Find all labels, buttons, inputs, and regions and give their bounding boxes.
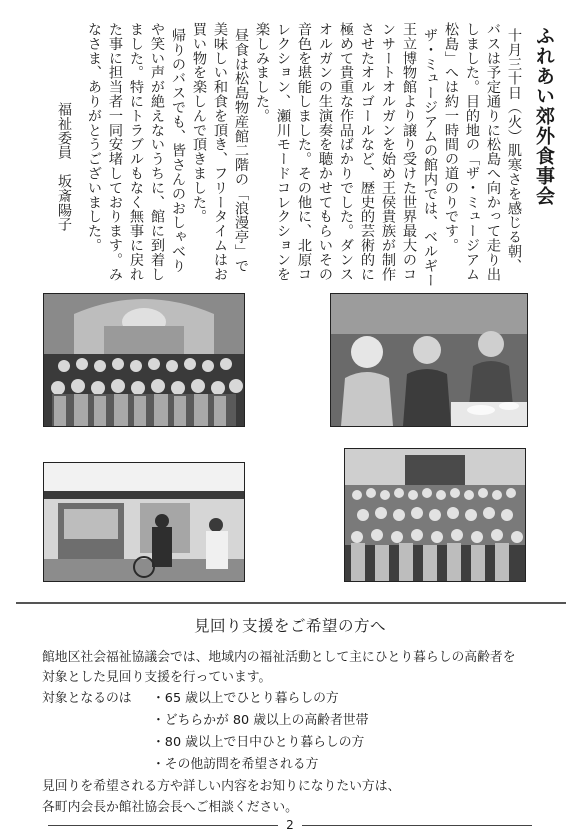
article-line: ザ・ミュージアムの館内では、ベルギー (422, 28, 438, 288)
article-line: 松島」へは約一時間の道のりです。 (443, 22, 459, 253)
article-line: しました。目的地の「ザ・ミュージアム (464, 22, 480, 282)
article-author: 福祉委員 坂斎陽子 (56, 102, 72, 232)
section-divider (16, 602, 566, 604)
article-line: 美味しい和食を頂き、フリータイムはお (212, 22, 228, 282)
article-line: 昼食は松島物産館二階の「浪漫亭」で (233, 28, 249, 273)
article-line: 王立博物館より譲り受けた世界最大のコ (401, 22, 417, 282)
notice-closing-line: 各町内会長か館社協会長へご相談ください。 (42, 800, 298, 815)
page-number: 2 (0, 818, 580, 832)
notice-title: 見回り支援をご希望の方へ (194, 617, 387, 635)
photo-lunch-table (330, 293, 528, 427)
article-line: た事に担当者一同安堵しております。み (107, 22, 123, 282)
notice-closing-line: 見回りを希望される方や詳しい内容をお知りになりたい方は、 (42, 779, 401, 794)
article-title: ふれあい郊外食事会 (533, 26, 555, 206)
article-line: 帰りのバスでも、皆さんのおしゃべり (170, 28, 186, 273)
article-line: なさま、ありがとうございました。 (86, 22, 102, 253)
article-line: 買い物を楽しんで頂きました。 (191, 22, 207, 224)
article-line: ました。特にトラブルもなく無事に戻れ (128, 22, 144, 282)
article-line: 極めて貴重な作品ばかりでした。ダンス (338, 22, 354, 282)
photo-shop-entrance (43, 462, 245, 582)
notice-intro-line: 館地区社会福祉協議会では、地域内の福祉活動として主にひとり暮らしの高齢者を (42, 650, 516, 665)
article-line: オルガンの生演奏を聴かせてもらいその (317, 22, 333, 282)
notice-target-item: ・その他訪問を希望される方 (152, 757, 319, 772)
photo-group-outdoor (344, 448, 526, 582)
article-line: バスは予定通りに松島へ向かって走り出 (485, 22, 501, 282)
article-line: 十月三十日（火）肌寒さを感じる朝、 (506, 28, 522, 273)
article-line: レクション、瀬川モードコレクションを (275, 22, 291, 282)
notice-intro-line: 対象とした見回り支援を行っています。 (42, 670, 272, 685)
article-line: させたオルゴールなど、歴史的芸術的に (359, 22, 375, 282)
article-line: ンサートオルガンを始め王侯貴族が制作 (380, 22, 396, 282)
article-line: 音色を堪能しました。その他に、北原コ (296, 22, 312, 282)
notice-target-item: ・どちらかが 80 歳以上の高齢者世帯 (152, 713, 369, 728)
article-line: や笑い声が絶えないうちに、館に到着し (149, 22, 165, 282)
notice-target-item: ・65 歳以上でひとり暮らしの方 (152, 691, 339, 706)
notice-target-label: 対象となるのは (42, 691, 132, 706)
article (30, 22, 560, 288)
photo-group-museum (43, 293, 245, 427)
article-line: 楽しみました。 (254, 22, 270, 123)
notice-target-item: ・80 歳以上で日中ひとり暮らしの方 (152, 735, 365, 750)
